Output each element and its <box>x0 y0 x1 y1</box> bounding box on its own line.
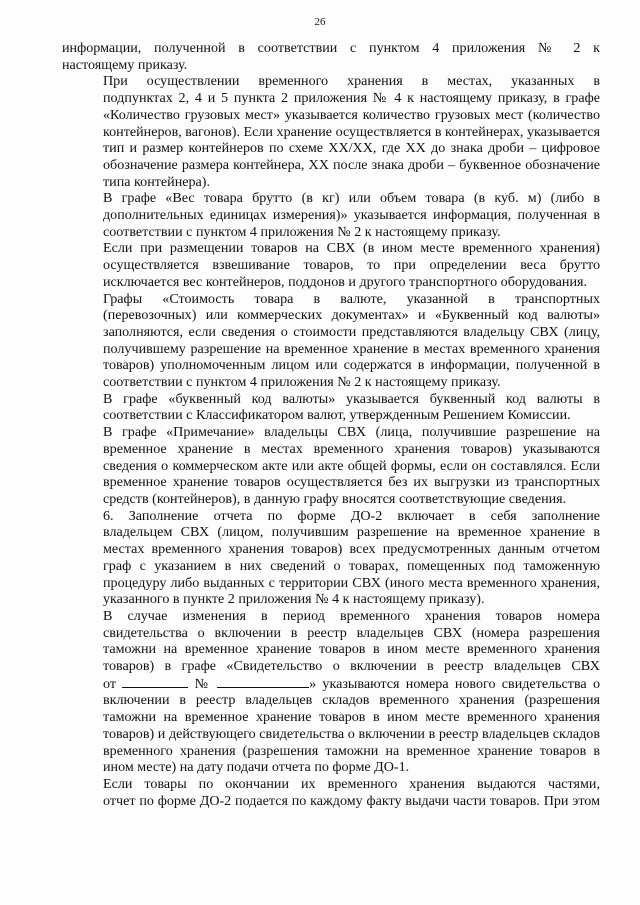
blank-line-middle: № <box>194 675 211 692</box>
certificate-date-blank <box>122 675 188 688</box>
paragraph <box>62 40 600 73</box>
text-line: временного хранения (разрешения таможни на временное хранение товаров в <box>103 742 600 759</box>
text-line: товаров) в графе «Свидетельство о включении в реестр владельцев СВХ <box>103 658 600 675</box>
text-line: В случае изменения в период временного хранения товаров номера <box>103 607 600 624</box>
text-line: обозначение размера контейнера, XX после знака дроби – буквенное обозначение <box>103 156 600 173</box>
text-line: (перевозочных) или коммерческих документах» и «Буквенный код валюты» <box>103 307 600 324</box>
text-line: товаров) уполномоченным лицом или содержатся в информации, полученной в <box>103 357 600 374</box>
paragraph <box>62 291 600 391</box>
text-line: указанного в пункте 2 приложения № 4 к настоящему приказу). <box>103 591 485 608</box>
text-line: владельцем СВХ (лицом, получившим разрешение на временное хранение в <box>103 524 600 541</box>
paragraph <box>62 73 600 190</box>
text-line: тип и размер контейнеров по схеме XX/XX, где XX до знака дроби – цифровое <box>103 140 600 157</box>
text-line: ином месте) на дату подачи отчета по форме ДО-1. <box>103 759 410 776</box>
text-line: товаров) и действующего свидетельства о включении в реестр владельцев складов <box>103 725 600 742</box>
document-body <box>62 40 600 809</box>
text-line: В графе «Примечание» владельцы СВХ (лица, получившие разрешение на <box>103 424 600 441</box>
text-line: получившему разрешение на временное хранение в местах временного хранения <box>103 340 600 357</box>
paragraph <box>62 424 600 508</box>
text-line: Если при размещении товаров на СВХ (в ином месте временного хранения) <box>103 240 600 257</box>
certificate-number-blank <box>217 675 309 688</box>
text-line: временное хранение товаров осуществляется без их выгрузки из транспортных <box>103 474 600 491</box>
text-line: включении в реестр владельцев складов временного хранения (разрешения <box>103 692 600 709</box>
text-line: таможни на временное хранение товаров в ином месте временного хранения <box>103 709 600 726</box>
text-line: средств (контейнеров), в данную графу вносятся соответствующие сведения. <box>103 490 567 507</box>
text-line: дополнительных единицах измерения)» указывается информация, полученная в <box>103 207 600 224</box>
text-line: «Количество грузовых мест» указывается количество грузовых мест (количество <box>103 106 600 123</box>
text-line: соответствии с пунктом 4 приложения № 2 к настоящему приказу. <box>103 223 501 240</box>
text-line: соответствии с пунктом 4 приложения № 2 к настоящему приказу. <box>103 374 501 391</box>
text-line: В графе «Вес товара брутто (в кг) или объем товара (в куб. м) (либо в <box>103 190 600 207</box>
text-line: Если товары по окончании их временного хранения выдаются частями, <box>103 775 600 792</box>
text-line: Графы «Стоимость товара в валюте, указанной в транспортных <box>103 290 600 307</box>
text-line: сведения о коммерческом акте или акте общей формы, если он составлялся. Если <box>103 457 600 474</box>
paragraph <box>62 240 600 290</box>
text-line: временное хранение в местах временного хранения товаров) указываются <box>103 440 600 457</box>
text-line: типа контейнера). <box>103 173 211 190</box>
page-number: 26 <box>314 16 326 28</box>
text-line: отчет по форме ДО-2 подается по каждому факту выдачи части товаров. При этом <box>103 792 600 809</box>
text-line: заполняются, если сведения о стоимости представляются владельцу СВХ (лицу, <box>103 323 600 340</box>
paragraph <box>62 508 600 608</box>
blank-line-prefix: от <box>103 675 117 692</box>
text-line: исключается вес контейнеров, поддонов и другого транспортного оборудования. <box>103 273 587 290</box>
paragraph <box>62 776 600 809</box>
text-line: граф с указанием в них сведений о товарах, помещенных под таможенную <box>103 557 600 574</box>
text-line: настоящему приказу. <box>62 56 188 73</box>
text-line: контейнеров, вагонов). Если хранение осуществляется в контейнерах, указывается <box>103 123 600 140</box>
text-line: информации, полученной в соответствии с пунктом 4 приложения № 2 к <box>62 40 600 56</box>
text-line: В графе «буквенный код валюты» указывается буквенный код валюты в <box>103 390 600 407</box>
text-line: подпунктах 2, 4 и 5 пункта 2 приложения № 4 к настоящему приказу, в графе <box>103 90 600 107</box>
text-line: свидетельства о включении в реестр владельцев СВХ (номера разрешения <box>103 624 600 641</box>
blank-line-suffix: » указываются номера нового свидетельства о <box>309 675 601 692</box>
paragraph <box>62 190 600 240</box>
text-line: 6. Заполнение отчета по форме ДО-2 включает в себя заполнение <box>103 507 600 524</box>
text-line: таможни на временное хранение товаров в ином месте временного хранения <box>103 641 600 658</box>
text-line: соответствии с Классификатором валют, утвержденным Решением Комиссии. <box>103 407 571 424</box>
blank-field-line <box>62 675 600 693</box>
text-line: местах временного хранения товаров) всех предусмотренных данным отчетом <box>103 541 600 558</box>
text-line: При осуществлении временного хранения в местах, указанных в <box>103 73 600 90</box>
paragraph <box>62 391 600 424</box>
paragraph <box>62 608 600 776</box>
text-line: процедуру либо выданных с территории СВХ (иного места временного хранения, <box>103 574 600 591</box>
text-line: осуществляется взвешивание товаров, то при определении веса брутто <box>103 257 600 274</box>
